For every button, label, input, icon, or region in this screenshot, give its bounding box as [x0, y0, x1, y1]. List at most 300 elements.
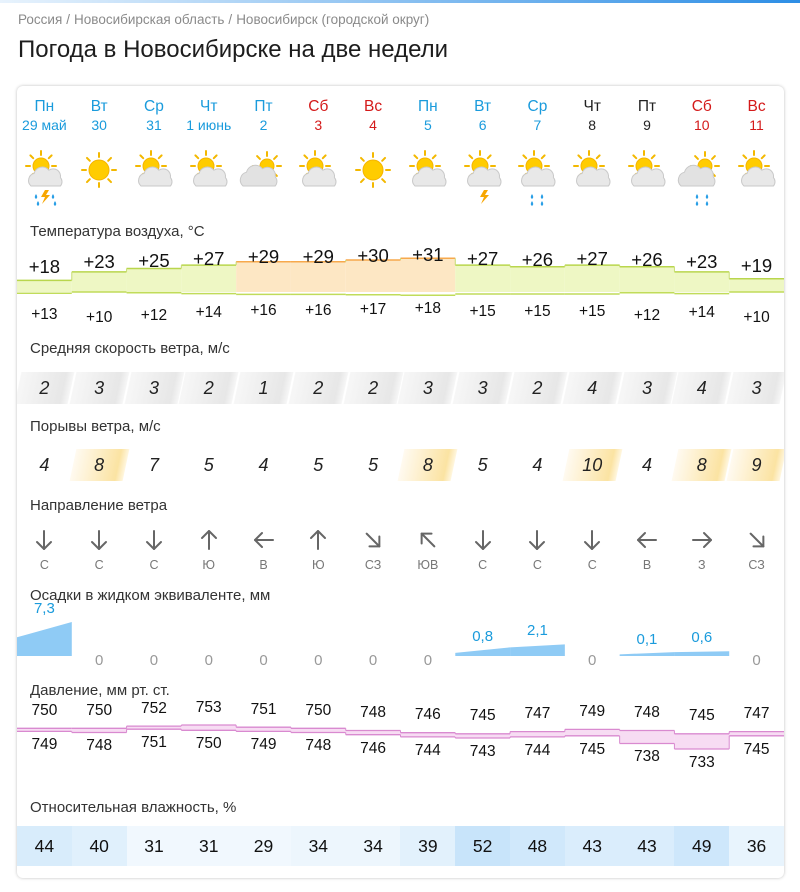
- wind-direction-name: Ю: [202, 558, 216, 572]
- pressure-min: [236, 736, 291, 772]
- pressure-min: [620, 748, 675, 772]
- wind-speed-cell: [729, 372, 784, 404]
- precipitation-value: 0,1: [636, 631, 658, 648]
- wind-speed-value: 2: [203, 378, 214, 398]
- wind-speed-cell: [620, 372, 675, 404]
- day-date: 3: [314, 117, 323, 133]
- pressure-min-value: 748: [305, 737, 332, 755]
- wind-direction-cell: [400, 526, 455, 572]
- temperature-max-value: +23: [83, 251, 115, 273]
- wind-gust-cell: [729, 449, 784, 481]
- wind-gust-cell: [674, 449, 729, 481]
- temperature-min-value: +10: [743, 308, 770, 326]
- sun-icon: [72, 146, 127, 206]
- humidity-cell: [455, 826, 510, 866]
- temperature-max: [127, 250, 182, 279]
- humidity-value: 40: [89, 836, 109, 856]
- wind-gust-cell: [620, 449, 675, 481]
- pressure-max-value: 750: [31, 702, 58, 719]
- day-of-week: Пн: [418, 98, 438, 115]
- pressure-max-value: 752: [141, 700, 167, 717]
- arrow-up-icon: [181, 526, 236, 556]
- humidity-cell: [236, 826, 291, 866]
- partly-cloudy-icon: [127, 146, 182, 206]
- breadcrumb: [18, 12, 429, 27]
- humidity-cell: [291, 826, 346, 866]
- pressure-max-value: 748: [634, 704, 660, 721]
- breadcrumb-russia[interactable]: Россия: [18, 12, 63, 27]
- precipitation-label: Осадки в жидком эквиваленте, мм: [30, 587, 271, 604]
- temperature-max-row: [17, 244, 784, 278]
- cloudy-sun-icon: [236, 146, 291, 206]
- temperature-min: [400, 300, 455, 327]
- temperature-max: [181, 248, 236, 278]
- wind-direction-name: С: [39, 558, 49, 572]
- temperature-min-row: [17, 300, 784, 327]
- temperature-min: [674, 304, 729, 326]
- temperature-min-value: +15: [579, 303, 606, 321]
- pressure-min: [291, 737, 346, 772]
- humidity-value: 43: [582, 836, 602, 856]
- pressure-max: [674, 707, 729, 725]
- humidity-value: 39: [418, 836, 438, 856]
- wind-gust-cell: [291, 449, 346, 481]
- humidity-value: 31: [144, 836, 164, 856]
- pressure-min-value: 749: [31, 736, 58, 754]
- temperature-min: [127, 307, 182, 327]
- partly-cloudy-icon: [730, 146, 784, 206]
- partly-cloudy-icon: [291, 146, 346, 206]
- wind-direction-cell: [291, 526, 346, 572]
- precipitation-value: 0: [149, 652, 159, 669]
- day-column[interactable]: [620, 98, 675, 134]
- day-of-week: Вс: [747, 98, 766, 115]
- precipitation-cell: [729, 606, 784, 676]
- temperature-min: [729, 309, 784, 327]
- wind-direction-cell: [181, 526, 236, 572]
- temperature-max-value: +27: [193, 247, 225, 269]
- temperature-min: [346, 301, 401, 327]
- partly-cloudy-thunderstorm-rain-icon: [17, 146, 72, 206]
- arrow-down-icon: [72, 526, 127, 556]
- partly-cloudy-icon: [127, 146, 181, 206]
- temperature-max: [236, 246, 291, 278]
- pressure-min: [729, 741, 784, 772]
- pressure-max-value: 745: [469, 707, 496, 724]
- day-of-week: Пн: [34, 98, 55, 115]
- temperature-max: [291, 246, 346, 278]
- weather-icons-row: [17, 146, 784, 206]
- wind-direction-cell: [510, 526, 565, 572]
- humidity-value: 52: [472, 836, 493, 856]
- pressure-max: [729, 705, 784, 725]
- cloudy-sun-rain-icon: [675, 146, 729, 206]
- wind-gust-cell: [236, 449, 291, 481]
- precipitation-value: 0: [423, 652, 433, 669]
- partly-cloudy-icon: [620, 146, 675, 206]
- wind-direction-name: С: [94, 558, 104, 572]
- wind-gust-cell: [127, 449, 182, 481]
- day-column[interactable]: [127, 98, 182, 134]
- precipitation-value: 0,8: [472, 628, 494, 646]
- day-date: 7: [533, 117, 542, 133]
- wind-gust-value: 8: [94, 455, 105, 475]
- temperature-max-value: +18: [28, 256, 61, 278]
- humidity-label: Относительная влажность, %: [30, 799, 237, 816]
- wind-speed-cell: [565, 372, 620, 404]
- pressure-max: [291, 702, 346, 725]
- day-column[interactable]: [17, 98, 72, 134]
- wind-direction-cell: [729, 526, 784, 572]
- wind-direction-row: [17, 526, 784, 572]
- day-column[interactable]: [455, 98, 510, 134]
- day-of-week: Сб: [308, 98, 329, 115]
- pressure-max-value: 753: [195, 699, 222, 716]
- pressure-max-value: 746: [414, 706, 441, 723]
- wind-gust-cell: [400, 449, 455, 481]
- day-of-week: Пт: [254, 98, 273, 115]
- precipitation-value: 0,6: [691, 629, 713, 647]
- precipitation-value: 0: [259, 652, 268, 669]
- pressure-min: [565, 741, 620, 772]
- wind-direction-name: СЗ: [748, 558, 765, 572]
- day-date: 5: [423, 117, 432, 133]
- wind-gust-value: 7: [148, 455, 159, 475]
- arrow-right-icon: [674, 526, 729, 556]
- day-date: 10: [693, 117, 710, 133]
- temperature-max: [565, 248, 620, 278]
- temperature-min-value: +14: [195, 304, 222, 322]
- page-title: Погода в Новосибирске на две недели: [18, 36, 449, 63]
- wind-direction-cell: [236, 526, 291, 572]
- pressure-max-value: 748: [360, 704, 387, 721]
- precipitation-value: 0: [588, 652, 597, 669]
- pressure-min-value: 745: [743, 740, 770, 758]
- wind-speed-cell: [72, 372, 127, 404]
- precipitation-cell: [291, 606, 346, 676]
- day-date: 29 май: [22, 117, 67, 133]
- day-date: 11: [749, 117, 764, 133]
- wind-gust-cell: [565, 449, 620, 481]
- wind-direction-cell: [674, 526, 729, 572]
- temperature-min-value: +13: [31, 305, 58, 323]
- precipitation-cell: [455, 606, 510, 676]
- wind-direction-cell: [72, 526, 127, 572]
- humidity-value: 43: [637, 836, 657, 856]
- temperature-max-value: +31: [412, 244, 444, 265]
- pressure-max: [620, 704, 675, 725]
- temperature-max: [620, 249, 675, 278]
- arrow-down-right-icon: [346, 526, 401, 556]
- humidity-value: 49: [692, 836, 712, 856]
- temperature-max-value: +27: [576, 247, 608, 269]
- temperature-max-value: +29: [302, 245, 334, 267]
- pressure-max: [236, 701, 291, 725]
- precipitation-cell: [510, 606, 565, 676]
- wind-speed-cell: [291, 372, 346, 404]
- pressure-min-value: 733: [688, 753, 715, 771]
- pressure-max-value: 750: [305, 702, 332, 719]
- temperature-min-value: +15: [469, 303, 496, 321]
- humidity-cell: [729, 826, 784, 866]
- pressure-max-value: 745: [688, 707, 715, 724]
- wind-speed-cell: [127, 372, 182, 404]
- wind-direction-name: В: [259, 558, 268, 572]
- partly-cloudy-icon: [181, 146, 236, 206]
- pressure-min-value: 743: [469, 742, 496, 760]
- pressure-min: [17, 736, 72, 772]
- temperature-min-value: +16: [305, 302, 332, 320]
- partly-cloudy-thunderstorm-rain-icon: [17, 146, 71, 206]
- wind-gust-cell: [510, 449, 565, 481]
- wind-speed-cell: [455, 372, 510, 404]
- day-column[interactable]: [400, 98, 455, 134]
- temperature-max-value: +19: [740, 255, 773, 277]
- wind-direction-name: С: [149, 558, 159, 572]
- partly-cloudy-icon: [400, 146, 455, 206]
- temperature-max: [455, 248, 510, 278]
- precipitation-value: 0: [368, 652, 378, 669]
- wind-gusts-label: Порывы ветра, м/с: [30, 418, 161, 435]
- day-of-week: Чт: [583, 98, 601, 115]
- wind-speed-cell: [236, 372, 291, 404]
- humidity-value: 31: [199, 836, 219, 856]
- wind-direction-cell: [620, 526, 675, 572]
- humidity-value: 36: [746, 836, 767, 856]
- pressure-max-value: 747: [524, 705, 551, 722]
- day-of-week: Вс: [364, 98, 383, 115]
- breadcrumb-separator: /: [228, 12, 233, 27]
- pressure-max-value: 749: [579, 703, 606, 720]
- humidity-cell: [674, 826, 729, 866]
- wind-speed-cell: [510, 372, 565, 404]
- humidity-cell: [400, 826, 455, 866]
- temperature-min-value: +12: [633, 306, 661, 324]
- arrow-down-right-icon: [729, 526, 784, 556]
- arrow-up-icon: [291, 526, 346, 556]
- temperature-max: [510, 249, 565, 278]
- wind-speed-cell: [400, 372, 455, 404]
- pressure-band: [565, 729, 620, 735]
- pressure-max: [346, 704, 401, 725]
- day-column[interactable]: [181, 98, 236, 134]
- temperature-max-value: +29: [247, 245, 280, 267]
- wind-gust-cell: [455, 449, 510, 481]
- day-column[interactable]: [729, 98, 784, 134]
- pressure-min: [400, 742, 455, 772]
- temperature-max: [400, 244, 455, 278]
- pressure-min-value: 738: [634, 748, 660, 766]
- temperature-min-value: +18: [414, 300, 441, 317]
- wind-speed-label: Средняя скорость ветра, м/с: [30, 340, 230, 357]
- day-of-week: Пт: [637, 98, 657, 115]
- pressure-max: [127, 700, 182, 725]
- precipitation-value: 2,1: [526, 622, 548, 640]
- wind-direction-name: С: [587, 558, 597, 572]
- temperature-max: [729, 255, 784, 278]
- wind-gust-value: 5: [313, 455, 324, 475]
- wind-gust-value: 4: [532, 455, 543, 475]
- wind-gust-value: 10: [582, 455, 603, 475]
- pressure-max: [400, 706, 455, 725]
- arrow-down-icon: [565, 526, 620, 556]
- cloudy-sun-rain-icon: [674, 146, 729, 206]
- wind-speed-value: 3: [422, 378, 433, 398]
- wind-gust-value: 5: [477, 455, 488, 475]
- day-column[interactable]: [72, 98, 127, 134]
- humidity-cell: [565, 826, 620, 866]
- temperature-max-value: +26: [631, 248, 663, 270]
- wind-gust-cell: [17, 449, 72, 481]
- precipitation-cell: [620, 606, 675, 676]
- wind-speed-value: 3: [94, 378, 105, 398]
- partly-cloudy-icon: [182, 146, 236, 206]
- wind-direction-name: Ю: [311, 558, 325, 572]
- breadcrumb-novosibirsk-oblast[interactable]: Новосибирская область: [74, 12, 225, 27]
- wind-direction-name: СЗ: [364, 558, 382, 572]
- wind-direction-cell: [455, 526, 510, 572]
- arrow-down-icon: [17, 526, 72, 556]
- arrow-down-icon: [455, 526, 510, 556]
- humidity-cell: [181, 826, 236, 866]
- wind-speed-value: 4: [587, 378, 598, 398]
- wind-gust-value: 4: [641, 455, 652, 475]
- wind-direction-name: С: [478, 558, 488, 572]
- pressure-min: [674, 754, 729, 772]
- pressure-min: [346, 740, 401, 772]
- arrow-up-left-icon: [400, 526, 455, 556]
- pressure-min-value: 745: [579, 740, 606, 758]
- pressure-min-row: [17, 734, 784, 772]
- humidity-value: 44: [34, 836, 55, 856]
- temperature-min: [510, 303, 565, 327]
- pressure-max: [455, 707, 510, 725]
- wind-speed-value: 2: [532, 378, 543, 398]
- partly-cloudy-thunderstorm-icon: [456, 146, 510, 206]
- wind-gust-value: 5: [368, 455, 379, 475]
- pressure-max-value: 750: [86, 702, 113, 719]
- temperature-min-value: +14: [688, 304, 715, 322]
- pressure-max-row: [17, 699, 784, 725]
- temperature-band: [17, 280, 72, 292]
- temperature-band: [729, 279, 784, 292]
- pressure-min: [455, 743, 510, 772]
- pressure-min-value: 746: [360, 739, 387, 757]
- pressure-min-value: 744: [414, 741, 441, 759]
- day-of-week: Сб: [691, 98, 712, 115]
- wind-speed-value: 4: [696, 378, 707, 398]
- day-column[interactable]: [291, 98, 346, 134]
- wind-gust-value: 5: [203, 455, 214, 475]
- partly-cloudy-icon: [729, 146, 784, 206]
- wind-gust-cell: [181, 449, 236, 481]
- temperature-min: [181, 304, 236, 326]
- humidity-cell: [17, 826, 72, 866]
- day-of-week: Чт: [200, 98, 218, 115]
- pressure-max-value: 751: [250, 701, 277, 718]
- humidity-cell: [620, 826, 675, 866]
- wind-speed-value: 2: [39, 378, 50, 398]
- wind-speed-value: 3: [477, 378, 488, 398]
- humidity-cell: [510, 826, 565, 866]
- wind-speed-value: 2: [368, 378, 379, 398]
- temperature-min-value: +17: [359, 301, 387, 319]
- day-column[interactable]: [236, 98, 291, 134]
- wind-direction-cell: [565, 526, 620, 572]
- partly-cloudy-rain-icon: [510, 146, 564, 206]
- partly-cloudy-thunderstorm-icon: [455, 146, 510, 206]
- wind-direction-name: ЮВ: [417, 558, 439, 572]
- day-date: 1 июнь: [186, 117, 232, 133]
- partly-cloudy-icon: [620, 146, 674, 206]
- pressure-min-value: 750: [195, 735, 222, 753]
- wind-direction-cell: [127, 526, 182, 572]
- humidity-cell: [72, 826, 127, 866]
- precipitation-cell: [565, 606, 620, 676]
- humidity-value: 34: [363, 836, 383, 856]
- precipitation-cell: [181, 606, 236, 676]
- pressure-min-value: 749: [250, 736, 277, 754]
- pressure-min-value: 751: [141, 734, 167, 751]
- day-date: 2: [259, 117, 268, 133]
- breadcrumb-novosibirsk-city[interactable]: Новосибирск (городской округ): [236, 12, 430, 27]
- day-date: 31: [146, 117, 162, 133]
- temperature-max: [674, 251, 729, 278]
- wind-direction-label: Направление ветра: [30, 497, 168, 514]
- humidity-value: 48: [527, 836, 548, 856]
- day-column[interactable]: [565, 98, 620, 134]
- day-column[interactable]: [674, 98, 729, 134]
- top-accent-line: [0, 0, 800, 3]
- temperature-min: [72, 309, 127, 327]
- temperature-max-value: +30: [357, 244, 389, 266]
- wind-gust-value: 4: [258, 455, 269, 475]
- wind-gust-value: 4: [39, 455, 50, 475]
- pressure-band: [181, 725, 236, 730]
- wind-gust-cell: [72, 449, 127, 481]
- pressure-min: [510, 742, 565, 772]
- sun-icon: [346, 146, 400, 206]
- day-column[interactable]: [346, 98, 401, 134]
- pressure-max: [181, 699, 236, 725]
- temperature-min: [565, 303, 620, 327]
- day-of-week: Вт: [474, 98, 492, 115]
- temperature-min: [620, 307, 675, 327]
- day-date: 9: [643, 117, 651, 133]
- humidity-value: 29: [253, 836, 274, 856]
- precipitation-cell: [127, 606, 182, 676]
- wind-gust-value: 9: [751, 455, 762, 475]
- sun-icon: [346, 146, 401, 206]
- forecast-card: [17, 86, 784, 878]
- wind-speed-cell: [17, 372, 72, 404]
- precipitation-cell: [17, 600, 72, 676]
- temperature-max-value: +26: [521, 248, 554, 270]
- temperature-max: [346, 245, 401, 278]
- precipitation-row: [17, 600, 784, 676]
- day-date: 8: [588, 117, 597, 133]
- wind-speed-row: [17, 372, 784, 404]
- wind-direction-name: В: [642, 558, 652, 572]
- pressure-min: [72, 737, 127, 772]
- temperature-min: [236, 302, 291, 327]
- pressure-min-value: 744: [524, 741, 551, 759]
- wind-speed-value: 3: [751, 378, 762, 398]
- precipitation-value: 7,3: [33, 600, 55, 617]
- temperature-max-value: +25: [138, 249, 170, 271]
- day-column[interactable]: [510, 98, 565, 134]
- day-of-week: Ср: [144, 98, 164, 115]
